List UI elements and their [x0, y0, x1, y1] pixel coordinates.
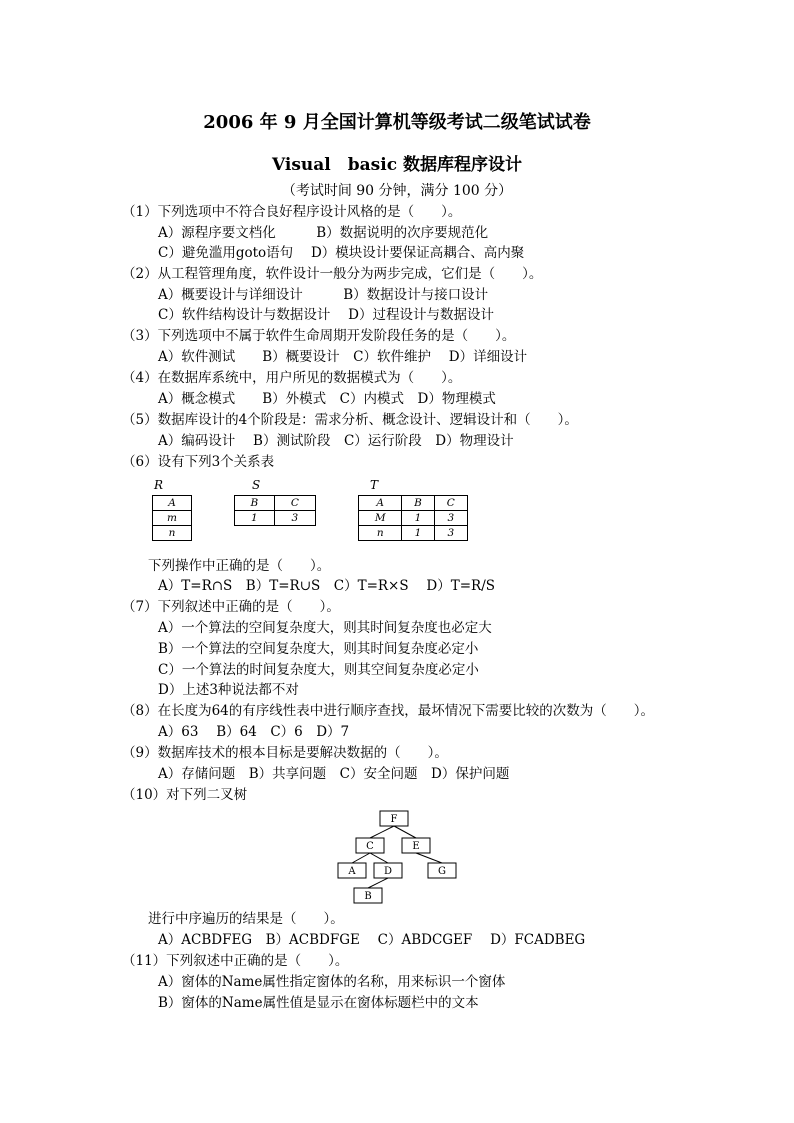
- relation-t-cell: 3: [434, 511, 467, 526]
- relation-s-name: S: [252, 478, 261, 492]
- question-5: （5）数据库设计的4个阶段是：需求分析、概念设计、逻辑设计和（ ）。: [122, 412, 578, 428]
- relation-s-table: [234, 495, 316, 526]
- q2-options-ab: A）概要设计与详细设计 B）数据设计与接口设计: [158, 287, 489, 303]
- q5-options: A）编码设计 B）测试阶段 C）运行阶段 D）物理设计: [158, 433, 514, 449]
- q6-options: A）T=R∩S B）T=R∪S C）T=R×S D）T=R/S: [158, 578, 496, 594]
- tree-node: G: [438, 866, 446, 877]
- relation-s-cell: 3: [274, 511, 315, 526]
- relation-t-header: A: [359, 496, 402, 511]
- relation-s-header: B: [235, 496, 275, 511]
- relation-s-cell: 1: [235, 511, 275, 526]
- relation-t-header: C: [434, 496, 467, 511]
- page-title: 2006 年 9 月全国计算机等级考试二级笔试试卷: [203, 112, 591, 133]
- q3-options: A）软件测试 B）概要设计 C）软件维护 D）详细设计: [158, 349, 528, 365]
- relation-t-cell: 1: [402, 526, 434, 541]
- relation-r-header: A: [153, 496, 192, 511]
- q4-options: A）概念模式 B）外模式 C）内模式 D）物理模式: [158, 391, 496, 407]
- q1-options-ab: A）源程序要文档化 B）数据说明的次序要规范化: [158, 225, 489, 241]
- question-10: （10）对下列二叉树: [122, 787, 248, 803]
- tree-node-root: F: [390, 814, 398, 825]
- relation-s-header: C: [274, 496, 315, 511]
- q7-option-b: B）一个算法的空间复杂度大，则其时间复杂度必定小: [158, 641, 479, 657]
- question-6: （6）设有下列3个关系表: [122, 454, 275, 470]
- q9-options: A）存储问题 B）共享问题 C）安全问题 D）保护问题: [158, 766, 510, 782]
- q7-option-a: A）一个算法的空间复杂度大，则其时间复杂度也必定大: [158, 620, 492, 636]
- question-7: （7）下列叙述中正确的是（ ）。: [122, 599, 340, 615]
- q11-option-b: B）窗体的Name属性值是显示在窗体标题栏中的文本: [158, 995, 479, 1011]
- tree-node: E: [412, 841, 420, 852]
- tree-node: D: [383, 866, 393, 877]
- q10-options: A）ACBDFEG B）ACBDFGE C）ABDCGEF D）FCADBEG: [158, 932, 586, 948]
- relation-t-cell: n: [359, 526, 402, 541]
- question-9: （9）数据库技术的根本目标是要解决数据的（ ）。: [122, 745, 448, 761]
- relation-t-cell: M: [359, 511, 402, 526]
- q7-option-d: D）上述3种说法都不对: [158, 682, 299, 698]
- q8-options: A）63 B）64 C）6 D）7: [158, 724, 350, 740]
- exam-info: （考试时间 90 分钟，满分 100 分）: [281, 183, 513, 199]
- binary-tree-diagram: [330, 805, 465, 905]
- question-3: （3）下列选项中不属于软件生命周期开发阶段任务的是（ ）。: [122, 328, 516, 344]
- tree-node: B: [364, 891, 372, 902]
- relation-t-header: B: [402, 496, 434, 511]
- relation-r-table: [152, 495, 192, 541]
- relation-r-cell: m: [153, 511, 192, 526]
- relation-r-name: R: [154, 478, 164, 492]
- question-11: （11）下列叙述中正确的是（ ）。: [122, 953, 349, 969]
- q10-lead: 进行中序遍历的结果是（ ）。: [148, 911, 344, 927]
- question-8: （8）在长度为64的有序线性表中进行顺序查找，最坏情况下需要比较的次数为（ ）。: [122, 703, 655, 719]
- q6-lead: 下列操作中正确的是（ ）。: [148, 558, 331, 574]
- question-1: （1）下列选项中不符合良好程序设计风格的是（ ）。: [122, 204, 462, 220]
- tree-node: C: [366, 841, 374, 852]
- q7-option-c: C）一个算法的时间复杂度大，则其空间复杂度必定小: [158, 662, 479, 678]
- question-4: （4）在数据库系统中，用户所见的数据模式为（ ）。: [122, 370, 462, 386]
- q2-options-cd: C）软件结构设计与数据设计 D）过程设计与数据设计: [158, 307, 494, 323]
- question-2: （2）从工程管理角度，软件设计一般分为两步完成，它们是（ ）。: [122, 266, 543, 282]
- relation-t-cell: 3: [434, 526, 467, 541]
- tree-node: A: [348, 866, 356, 877]
- page-subtitle: Visual basic 数据库程序设计: [272, 155, 522, 175]
- relation-r-cell: n: [153, 526, 192, 541]
- relation-t-table: [358, 495, 468, 541]
- q11-option-a: A）窗体的Name属性指定窗体的名称，用来标识一个窗体: [158, 974, 506, 990]
- relation-t-name: T: [370, 478, 379, 492]
- q1-options-cd: C）避免滥用goto语句 D）模块设计要保证高耦合、高内聚: [158, 245, 525, 261]
- relation-t-cell: 1: [402, 511, 434, 526]
